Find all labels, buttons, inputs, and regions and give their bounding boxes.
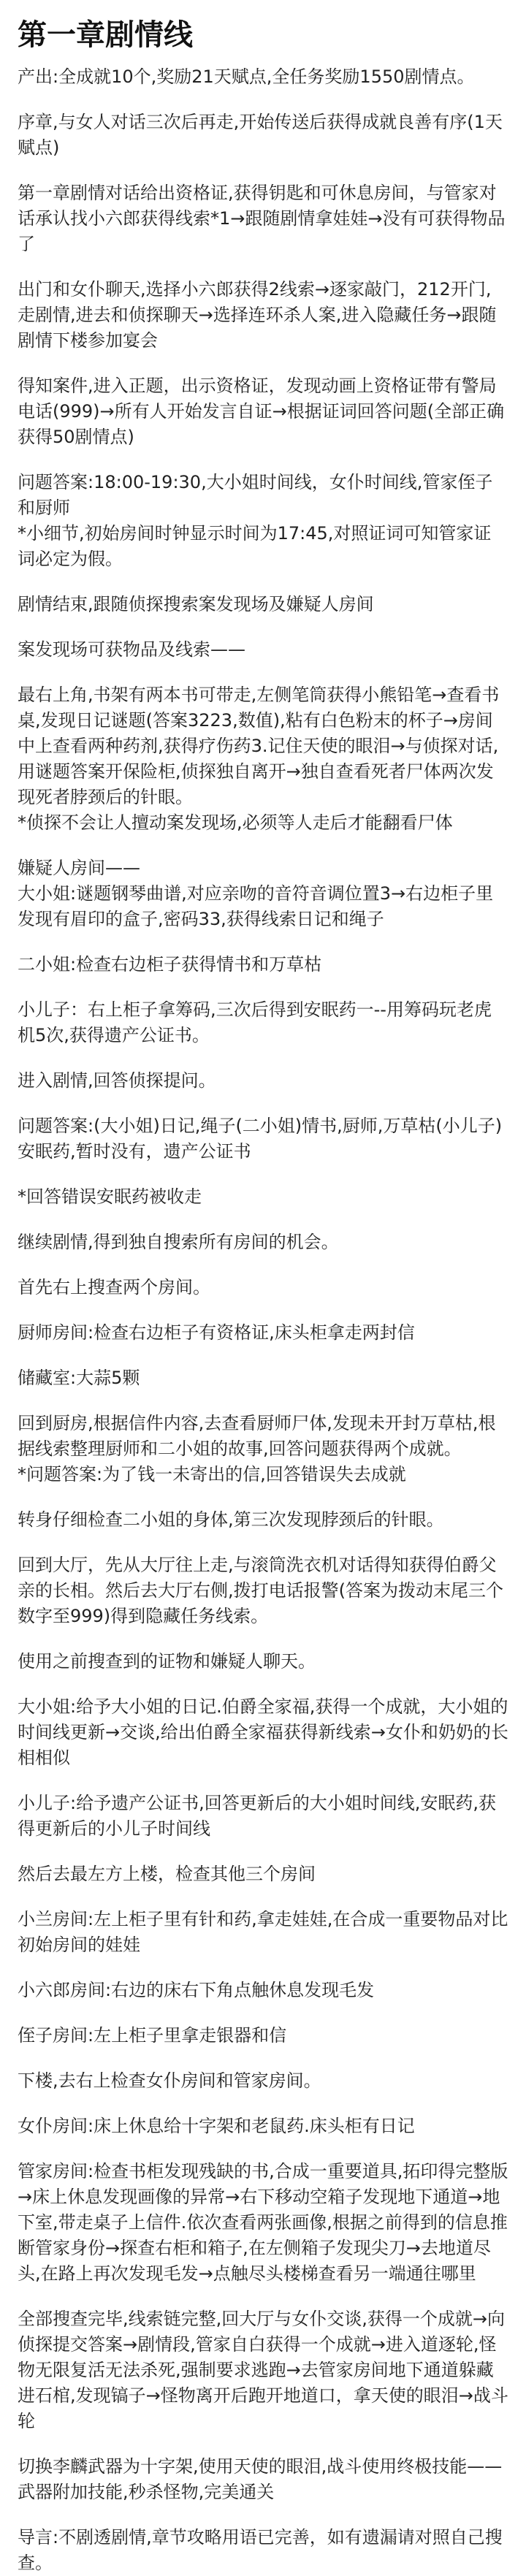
paragraph: 回到大厅，先从大厅往上走,与滚筒洗衣机对话得知获得伯爵父亲的长相。然后去大厅右侧,拨打电话报警(答案为拨动末尾三个数字至999)得到隐藏任务线索。 [18,1555,503,1626]
paragraph: 首先右上搜查两个房间。 [18,1277,210,1297]
paragraph: 第一章剧情对话给出资格证,获得钥匙和可休息房间，与管家对话承认找小六郎获得线索*1→跟随剧情拿娃娃→没有可获得物品了 [18,183,506,254]
paragraph: 嫌疑人房间—— 大小姐:谜题钢琴曲谱,对应亲吻的音符音调位置3→右边柜子里发现有眉印的盒子,密码33,获得线索日记和绳子 [18,858,494,929]
paragraph: 二小姐:检查右边柜子获得情书和万草枯 [18,954,322,975]
paragraph: 管家房间:检查书柜发现残缺的书,合成一重要道具,拓印得完整版→床上休息发现画像的异常→右下移动空箱子发现地下通道→地下室,带走桌子上信件.依次查看两张画像,根据之前得到的信息推断管家身份→探查右柜和箱子,在左侧箱子发现尖刀→去地道尽头,在路上再次发现毛发→点触尽头楼梯查看另一端通往哪里 [18,2161,508,2284]
paragraph: 案发现场可获物品及线索—— [18,639,245,660]
paragraph: 厨师房间:检查右边柜子有资格证,床头柜拿走两封信 [18,1322,415,1343]
paragraph: 全部搜查完毕,线索链完整,回大厅与女仆交谈,获得一个成就→向侦探提交答案→剧情段,管家自白获得一个成就→进入道逐轮,怪物无限复活无法杀死,强制要求逃跑→去管家房间地下通道躲藏进石棺,发现镐子→怪物离开后跑开地道口，拿天使的眼泪→战斗轮 [18,2309,508,2431]
paragraph: *回答错误安眠药被收走 [18,1186,202,1207]
paragraph: 小六郎房间:右边的床右下角点触休息发现毛发 [18,1980,375,2000]
paragraph: 回到厨房,根据信件内容,去查看厨师尸体,发现未开封万草枯,根据线索整理厨师和二小姐的故事,回答问题获得两个成就。 *问题答案:为了钱一未寄出的信,回答错误失去成就 [18,1413,496,1485]
paragraph: 下楼,去右上检查女仆房间和管家房间。 [18,2070,321,2091]
paragraph: 产出:全成就10个,奖励21天赋点,全任务奖励1550剧情点。 [18,66,475,87]
paragraph: 小儿子：右上柜子拿筹码,三次后得到安眠药一--用筹码玩老虎机5次,获得遗产公证书。 [18,999,492,1045]
paragraph: 序章,与女人对话三次后再走,开始传送后获得成就良善有序(1天赋点) [18,112,503,158]
paragraph: 侄子房间:左上柜子里拿走银器和信 [18,2025,287,2046]
paragraph: 女仆房间:床上休息给十字架和老鼠药.床头柜有日记 [18,2116,415,2136]
paragraph: 使用之前搜查到的证物和嫌疑人聊天。 [18,1651,316,1672]
paragraph: 剧情结束,跟随侦探搜索案发现场及嫌疑人房间 [18,594,374,614]
paragraph: 小兰房间:左上柜子里有针和药,拿走娃娃,在合成一重要物品对比初始房间的娃娃 [18,1909,508,1955]
paragraph: 得知案件,进入正题，出示资格证，发现动画上资格证带有警局电话(999)→所有人开始发言自证→根据证词回答问题(全部正确获得50剧情点) [18,376,505,447]
paragraph: 大小姐:给予大小姐的日记.伯爵全家福,获得一个成就，大小姐的时间线更新→交谈,给出伯爵全家福获得新线索→女仆和奶奶的长相相似 [18,1696,508,1768]
paragraph: 最右上角,书架有两本书可带走,左侧笔筒获得小熊铅笔→查看书桌,发现日记谜题(答案3223,数值),粘有白色粉末的杯子→房间中上查看两种药剂,获得疗伤药3.记住天使的眼泪→与侦探对话,用谜题答案开保险柜,侦探独自离开→独自查看死者尸体两次发现死者脖颈后的针眼。 *侦探不会让人擅动案发现场,必须等人走后才能翻看尸体 [18,685,500,833]
chapter-title: 第一章剧情线 [18,18,193,52]
paragraph: 储藏室:大蒜5颗 [18,1368,140,1388]
paragraph: 出门和女仆聊天,选择小六郎获得2线索→逐家敲门，212开门,走剧情,进去和侦探聊天→选择连环杀人案,进入隐藏任务→跟随剧情下楼参加宴会 [18,279,497,351]
paragraph: 小儿子:给予遗产公证书,回答更新后的大小姐时间线,安眠药,获得更新后的小儿子时间线 [18,1793,496,1839]
paragraph: 问题答案:18:00-19:30,大小姐时间线，女仆时间线,管家侄子和厨师 *小细节,初始房间时钟显示时间为17:45,对照证词可知管家证词必定为假。 [18,472,493,569]
paragraph: 切换李麟武器为十字架,使用天使的眼泪,战斗使用终极技能——武器附加技能,秒杀怪物,完美通关 [18,2456,503,2502]
paragraph: 导言:不剧透剧情,章节攻略用语已完善，如有遗漏请对照自己搜查。 [18,2527,503,2573]
paragraph: 问题答案:(大小姐)日记,绳子(二小姐)情书,厨师,万草枯(小儿子)安眠药,暂时没有，遗产公证书 [18,1116,503,1162]
paragraph: 进入剧情,回答侦探提问。 [18,1070,216,1091]
paragraph: 继续剧情,得到独自搜索所有房间的机会。 [18,1232,339,1252]
paragraph: 然后去最左方上楼，检查其他三个房间 [18,1864,316,1884]
paragraph: 转身仔细检查二小姐的身体,第三次发现脖颈后的针眼。 [18,1509,444,1530]
